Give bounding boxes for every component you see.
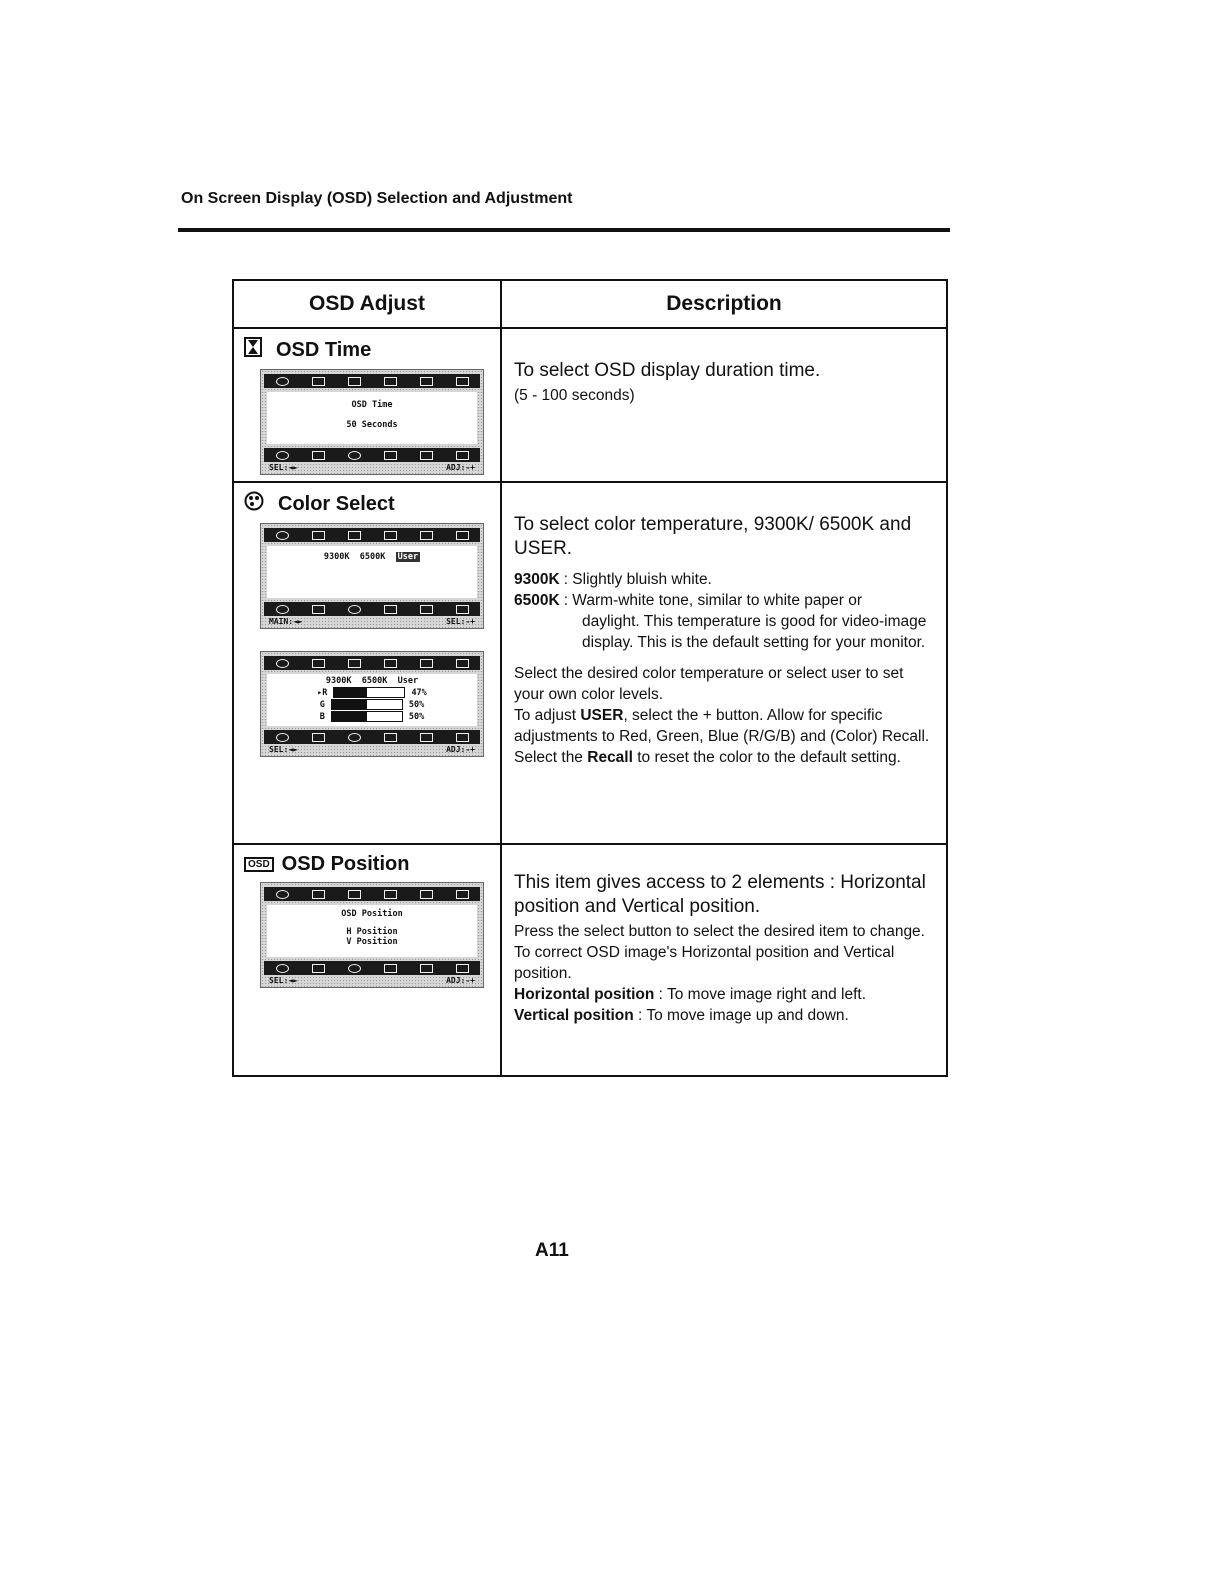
option-user: User bbox=[397, 552, 419, 562]
color-select-para1: Select the desired color temperature or select user to set your own color levels. bbox=[514, 665, 904, 703]
osd-menu-bar-lower bbox=[264, 961, 480, 975]
option-user: User bbox=[397, 676, 419, 686]
column-header-description: Description bbox=[501, 280, 947, 328]
osd-position-title: OSD Position bbox=[281, 853, 410, 875]
color-select-foot-2 bbox=[261, 744, 483, 756]
osd-menu-bar bbox=[264, 887, 480, 901]
osd-menu-bar bbox=[264, 656, 480, 670]
blue-value: 50% bbox=[408, 711, 425, 722]
def-6500k: : Warm-white tone, similar to white paper or bbox=[563, 592, 863, 609]
blue-meter bbox=[331, 711, 403, 722]
color-select-screen-1 bbox=[260, 523, 484, 629]
table-row-osd-position bbox=[233, 844, 947, 1076]
osd-position-para1: Press the select button to select the desired item to change. bbox=[514, 923, 925, 940]
osd-position-panel bbox=[267, 905, 477, 957]
foot-left: SEL:◄► bbox=[269, 463, 298, 472]
foot-right: ADJ:-+ bbox=[446, 976, 475, 985]
osd-position-lead: This item gives access to 2 elements : Horizontal position and Vertical position. bbox=[514, 872, 926, 917]
header-rule bbox=[178, 228, 950, 232]
color-user-panel bbox=[267, 674, 477, 726]
osd-time-lead: To select OSD display duration time. bbox=[514, 360, 821, 381]
color-select-para2: To adjust USER, select the + button. Allow for specific adjustments to Red, Green, Blue (R/G/B) and (Color) Recall. Select the Recall to reset the color to the default setting. bbox=[514, 707, 930, 766]
color-select-panel bbox=[267, 546, 477, 598]
osd-position-para2: To correct OSD image's Horizontal position and Vertical position. bbox=[514, 944, 895, 982]
table-header-row bbox=[233, 280, 947, 328]
osd-icon: OSD bbox=[244, 857, 274, 872]
red-value: 47% bbox=[411, 687, 427, 698]
osd-time-cell bbox=[233, 328, 501, 482]
osd-time-label: OSD Time bbox=[351, 400, 393, 410]
color-select-description bbox=[501, 482, 947, 844]
foot-left: SEL:◄► bbox=[269, 745, 298, 754]
red-label: ▸R bbox=[317, 687, 328, 698]
osd-position-label: OSD Position bbox=[341, 909, 403, 919]
osd-time-value: 50 Seconds bbox=[346, 420, 398, 430]
def-9300k: : Slightly bluish white. bbox=[563, 571, 712, 588]
color-palette-icon bbox=[244, 491, 264, 517]
osd-menu-bar bbox=[264, 528, 480, 542]
page-number: A11 bbox=[535, 1240, 569, 1261]
hourglass-icon bbox=[244, 337, 262, 363]
osd-menu-bar-lower bbox=[264, 448, 480, 462]
osd-position-foot bbox=[261, 975, 483, 987]
osd-menu-bar bbox=[264, 374, 480, 388]
table-row-osd-time bbox=[233, 328, 947, 482]
column-header-osd-adjust: OSD Adjust bbox=[233, 280, 501, 328]
option-6500k: 6500K bbox=[361, 676, 388, 686]
osd-menu-bar-lower bbox=[264, 730, 480, 744]
option-9300k: 9300K bbox=[325, 676, 352, 686]
red-meter bbox=[333, 687, 405, 698]
osd-position-description bbox=[501, 844, 947, 1076]
osd-time-screen bbox=[260, 369, 484, 475]
foot-left: SEL:◄► bbox=[269, 976, 298, 985]
color-select-screen-2 bbox=[260, 651, 484, 757]
foot-right: SEL:-+ bbox=[446, 617, 475, 626]
osd-time-title: OSD Time bbox=[276, 338, 372, 361]
table-row-color-select bbox=[233, 482, 947, 844]
option-6500k: 6500K bbox=[359, 552, 386, 562]
osd-menu-bar-lower bbox=[264, 602, 480, 616]
osd-time-sub: (5 - 100 seconds) bbox=[514, 387, 635, 404]
term-9300k: 9300K bbox=[514, 571, 560, 588]
horizontal-position-def: Horizontal position : To move image right and left. bbox=[514, 986, 867, 1003]
blue-label: B bbox=[319, 711, 325, 722]
green-value: 50% bbox=[408, 699, 425, 710]
section-title: On Screen Display (OSD) Selection and Adjustment bbox=[181, 190, 573, 207]
osd-table bbox=[232, 279, 948, 1077]
foot-right: ADJ:-+ bbox=[446, 463, 475, 472]
color-select-title: Color Select bbox=[278, 492, 395, 515]
foot-right: ADJ:-+ bbox=[446, 745, 475, 754]
option-9300k: 9300K bbox=[323, 552, 350, 562]
green-label: G bbox=[319, 699, 325, 710]
osd-position-screen bbox=[260, 882, 484, 988]
osd-time-panel bbox=[267, 392, 477, 444]
term-6500k: 6500K bbox=[514, 592, 560, 609]
vertical-position-def: Vertical position : To move image up and down. bbox=[514, 1007, 849, 1024]
color-select-lead: To select color temperature, 9300K/ 6500K and USER. bbox=[514, 514, 912, 559]
osd-time-foot bbox=[261, 462, 483, 474]
color-select-foot-1 bbox=[261, 616, 483, 628]
foot-left: MAIN:◄► bbox=[269, 617, 303, 626]
osd-time-description bbox=[501, 328, 947, 482]
h-position-label: H Position bbox=[346, 927, 398, 937]
v-position-label: V Position bbox=[346, 937, 398, 947]
osd-position-cell bbox=[233, 844, 501, 1076]
def-6500k-cont: daylight. This temperature is good for video-image display. This is the default setting for your monitor. bbox=[582, 613, 927, 651]
color-select-cell bbox=[233, 482, 501, 844]
green-meter bbox=[331, 699, 403, 710]
